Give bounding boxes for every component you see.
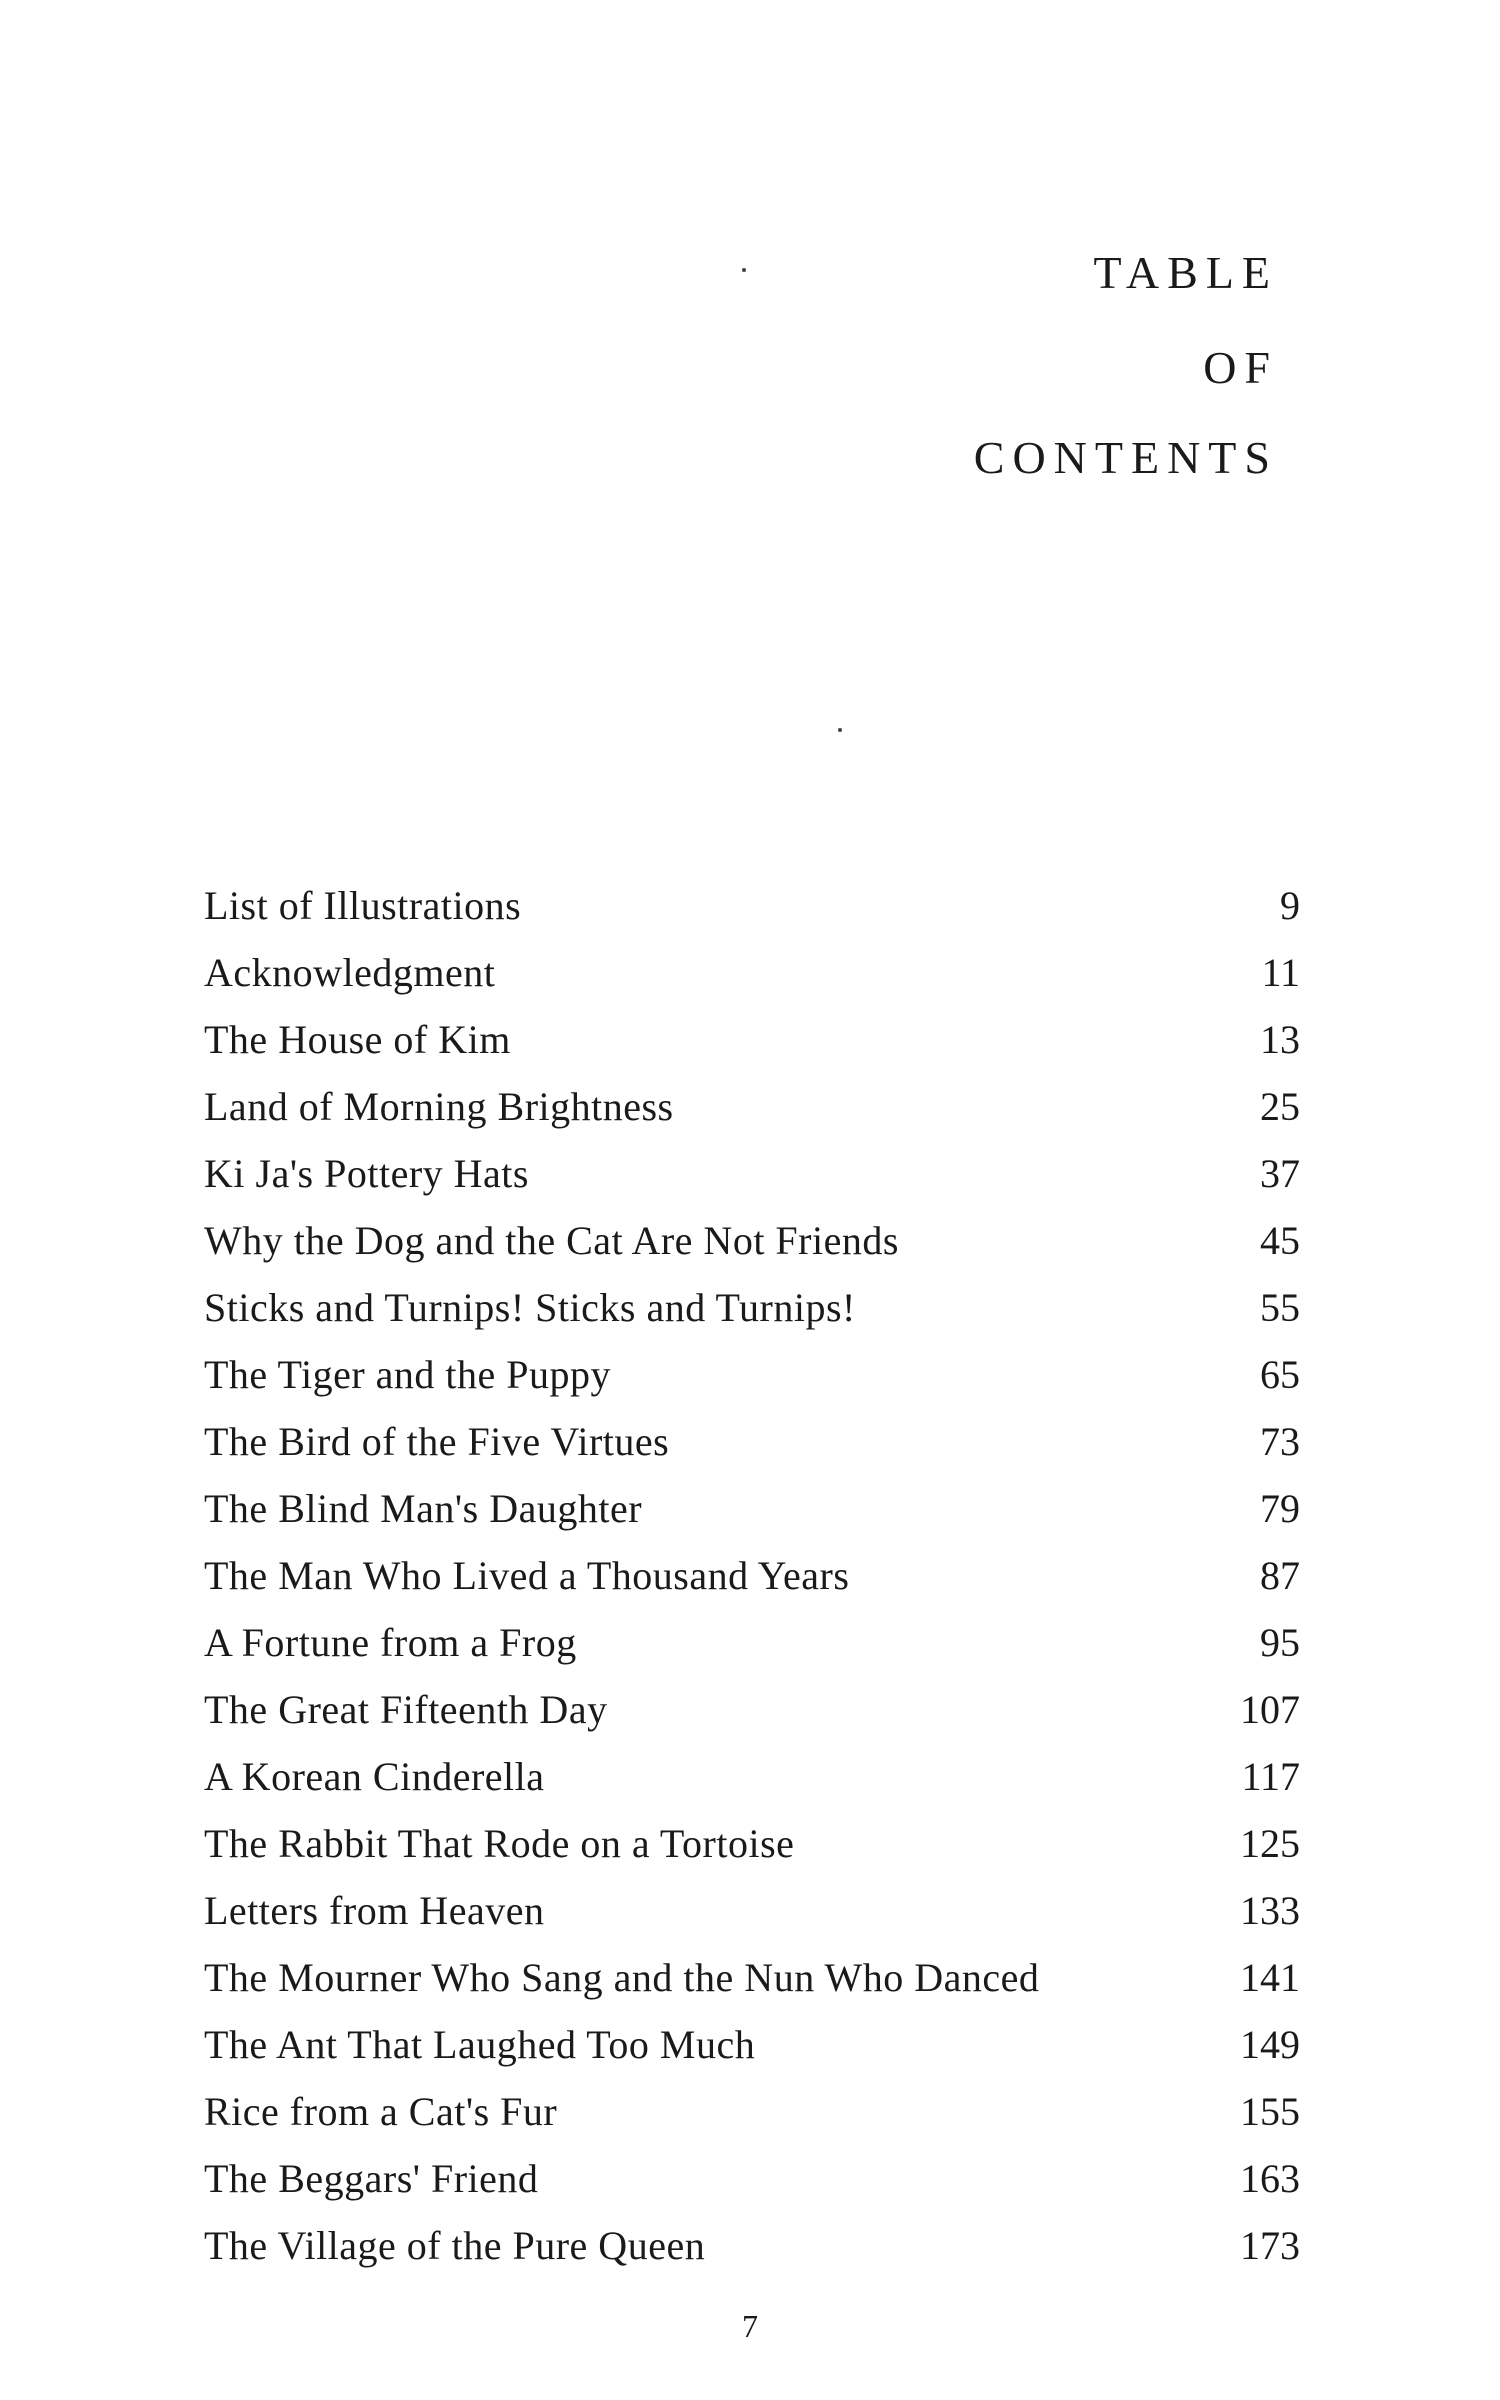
toc-entry-page: 79 — [1260, 1486, 1300, 1531]
toc-entry — [204, 1341, 1300, 1408]
toc-entry-title: Land of Morning Brightness — [204, 1084, 674, 1129]
toc-entry-title: Rice from a Cat's Fur — [204, 2089, 558, 2134]
toc-entry-title: Why the Dog and the Cat Are Not Friends — [204, 1218, 899, 1263]
toc-entry — [204, 1475, 1300, 1542]
toc-entry-page: 141 — [1240, 1955, 1300, 2000]
toc-entry-title: Letters from Heaven — [204, 1888, 545, 1933]
toc-entry-title: The Great Fifteenth Day — [204, 1687, 608, 1732]
heading-of: OF — [1203, 342, 1278, 393]
toc-entry — [204, 1006, 1300, 1073]
toc-entry-page: 117 — [1241, 1754, 1300, 1799]
toc-entry-page: 55 — [1260, 1285, 1300, 1330]
toc-entry-page: 37 — [1260, 1151, 1300, 1196]
toc-entry — [204, 872, 1300, 939]
toc-entry-page: 163 — [1240, 2156, 1300, 2201]
toc-entry — [204, 1810, 1300, 1877]
toc-entry-page: 125 — [1240, 1821, 1300, 1866]
toc-entry-page: 173 — [1240, 2223, 1300, 2268]
toc-entry — [204, 2011, 1300, 2078]
toc-entry-page: 45 — [1260, 1218, 1300, 1263]
toc-entry-title: A Korean Cinderella — [204, 1754, 545, 1799]
toc-entry-page: 155 — [1240, 2089, 1300, 2134]
page-number: 7 — [742, 2308, 758, 2344]
toc-entry-page: 25 — [1260, 1084, 1300, 1129]
toc-entry — [204, 1274, 1300, 1341]
toc-entry-title: List of Illustrations — [204, 883, 522, 928]
toc-entry — [204, 1073, 1300, 1140]
toc-entry-title: Ki Ja's Pottery Hats — [204, 1151, 529, 1196]
toc-entry-title: The Tiger and the Puppy — [204, 1352, 612, 1397]
toc-entry-title: The Man Who Lived a Thousand Years — [204, 1553, 850, 1598]
toc-entry-title: The Blind Man's Daughter — [204, 1486, 643, 1531]
heading-table: TABLE — [1093, 247, 1278, 298]
print-speck — [742, 268, 746, 272]
toc-entry-title: The Beggars' Friend — [204, 2156, 539, 2201]
toc-entry — [204, 1676, 1300, 1743]
toc-entry-page: 11 — [1261, 950, 1300, 995]
toc-entry-page: 107 — [1240, 1687, 1300, 1732]
toc-entry-page: 133 — [1240, 1888, 1300, 1933]
toc-entry-title: The Mourner Who Sang and the Nun Who Danced — [204, 1955, 1040, 2000]
toc-entry-page: 13 — [1260, 1017, 1300, 1062]
toc-entry-title: Acknowledgment — [204, 950, 496, 995]
toc-entry-page: 73 — [1260, 1419, 1300, 1464]
toc-entry — [204, 2078, 1300, 2145]
toc-entry-title: The Bird of the Five Virtues — [204, 1419, 670, 1464]
toc-entry-page: 9 — [1280, 883, 1300, 928]
toc-entry — [204, 1207, 1300, 1274]
heading-contents: CONTENTS — [973, 432, 1278, 483]
toc-entry-page: 87 — [1260, 1553, 1300, 1598]
toc-entry-title: A Fortune from a Frog — [204, 1620, 577, 1665]
toc-entry-page: 65 — [1260, 1352, 1300, 1397]
toc-entry-title: The Ant That Laughed Too Much — [204, 2022, 756, 2067]
toc-entry-page: 149 — [1240, 2022, 1300, 2067]
toc-entry-title: Sticks and Turnips! Sticks and Turnips! — [204, 1285, 856, 1330]
toc-entry — [204, 1609, 1300, 1676]
toc-entry-title: The Village of the Pure Queen — [204, 2223, 706, 2268]
toc-entry-title: The Rabbit That Rode on a Tortoise — [204, 1821, 795, 1866]
toc-entry — [204, 1408, 1300, 1475]
contents-list — [204, 872, 1300, 2279]
toc-entry — [204, 1944, 1300, 2011]
print-speck — [838, 728, 842, 732]
toc-entry-page: 95 — [1260, 1620, 1300, 1665]
toc-entry — [204, 2145, 1300, 2212]
toc-entry — [204, 1542, 1300, 1609]
toc-entry — [204, 939, 1300, 1006]
toc-entry — [204, 2212, 1300, 2279]
toc-entry-title: The House of Kim — [204, 1017, 511, 1062]
toc-entry — [204, 1140, 1300, 1207]
toc-entry — [204, 1877, 1300, 1944]
toc-entry — [204, 1743, 1300, 1810]
